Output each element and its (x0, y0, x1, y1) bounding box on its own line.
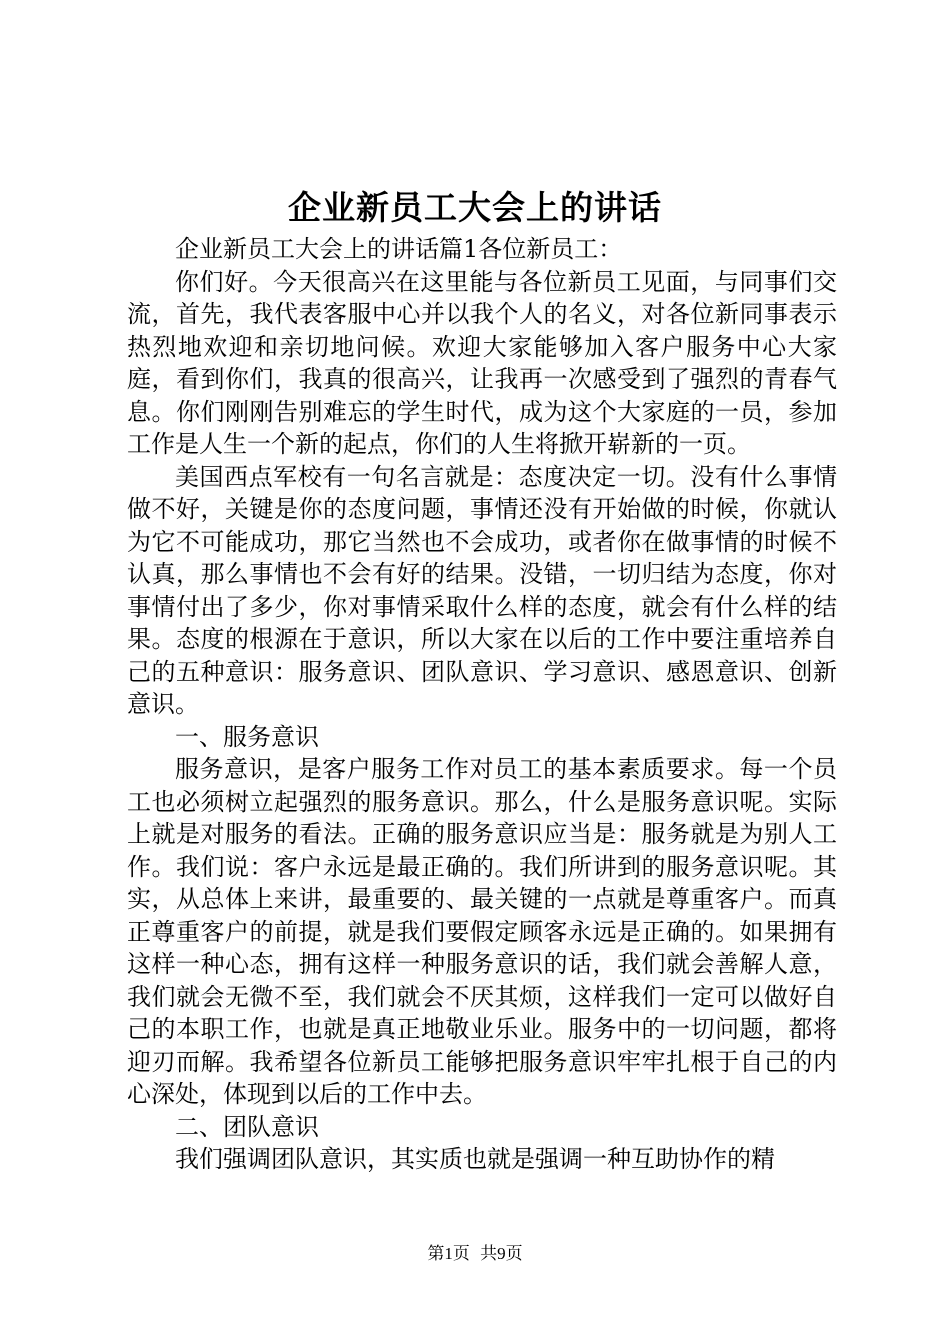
paragraph-intro: 企业新员工大会上的讲话篇1各位新员工： (175, 235, 623, 263)
paragraph-team: 我们强调团队意识，其实质也就是强调一种互助协作的精 (175, 1145, 775, 1173)
section-heading-team: 二、团队意识 (175, 1112, 319, 1141)
paragraph-greeting: 你们好。今天很高兴在这里能与各位新员工见面，与同事们交流，首先，我代表客服中心并以我个人的名义，对各位新同事表示热烈地欢迎和亲切地问候。欢迎大家能够加入客户服务中心大家庭，看到你们，我真的很高兴，让我再一次感受到了强烈的青春气息。你们刚刚告别难忘的学生时代，成为这个大家庭的一员，参加工作是人生一个新的起点，你们的人生将掀开崭新的一页。 (127, 267, 837, 458)
page-footer (0, 1243, 950, 1265)
document-title: 企业新员工大会上的讲话 (288, 188, 662, 227)
paragraph-service: 服务意识，是客户服务工作对员工的基本素质要求。每一个员工也必须树立起强烈的服务意识。那么，什么是服务意识呢。实际上就是对服务的看法。正确的服务意识应当是：服务就是为别人工作。我们说：客户永远是最正确的。我们所讲到的服务意识呢。其实，从总体上来讲，最重要的、最关键的一点就是尊重客户。而真正尊重客户的前提，就是我们要假定顾客永远是正确的。如果拥有这样一种心态，拥有这样一种服务意识的话，我们就会善解人意，我们就会无微不至，我们就会不厌其烦，这样我们一定可以做好自己的本职工作，也就是真正地敬业乐业。服务中的一切问题，都将迎刃而解。我希望各位新员工能够把服务意识牢牢扎根于自己的内心深处，体现到以后的工作中去。 (127, 755, 837, 1108)
page-total: 共9页 (480, 1244, 523, 1263)
document-body (127, 233, 837, 1176)
paragraph-attitude: 美国西点军校有一句名言就是：态度决定一切。没有什么事情做不好，关键是你的态度问题，事情还没有开始做的时候，你就认为它不可能成功，那它当然也不会成功，或者你在做事情的时候不认真，那么事情也不会有好的结果。没错，一切归结为态度，你对事情付出了多少，你对事情采取什么样的态度，就会有什么样的结果。态度的根源在于意识，所以大家在以后的工作中要注重培养自己的五种意识：服务意识、团队意识、学习意识、感恩意识、创新意识。 (127, 462, 837, 718)
page-number: 第1页 (427, 1244, 470, 1263)
section-heading-service: 一、服务意识 (175, 722, 319, 751)
